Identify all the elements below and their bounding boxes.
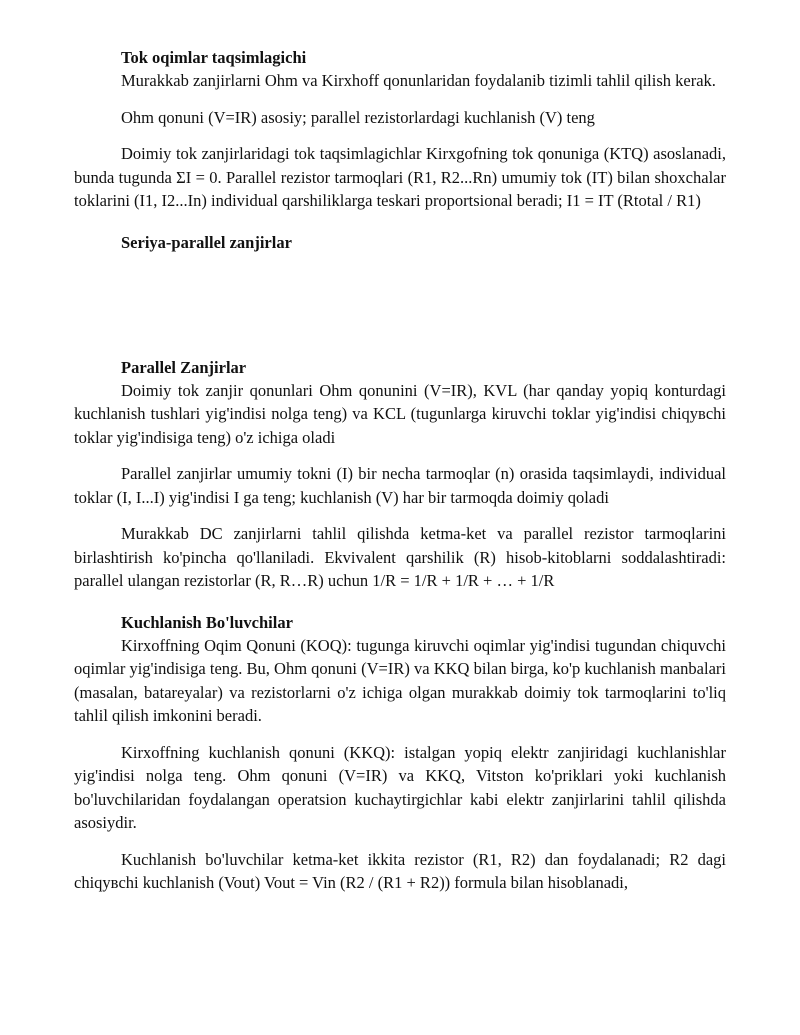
- paragraph: Doimiy tok zanjirlaridagi tok taqsimlagichlar Kirxgofning tok qonuniga (KTQ) asoslanadi, bunda tugunda ΣI = 0. Parallel rezistor tarmoqlari (R1, R2...Rn) umumiy tok (IT) bilan shoxchalar toklarini (I1, I2...In) individual qarshiliklarga teskari proportsional beradi; I1 = IT (Rtotal / R1): [74, 144, 726, 210]
- paragraph: Ohm qonuni (V=IR) asosiy; parallel rezistorlardagi kuchlanish (V) teng: [121, 107, 595, 127]
- paragraph: Kirxoffning kuchlanish qonuni (KKQ): istalgan yopiq elektr zanjiridagi kuchlanishlar yig'indisi nolga teng. Ohm qonuni (V=IR) va KKQ, Vitston ko'priklari yoki kuchlanish bo'luvchilaridan foydalangan operatsion kuchaytirgichlar kabi elektr zanjirlarini tahlil qilishda asosiydir.: [74, 742, 726, 832]
- paragraph: Kuchlanish bo'luvchilar ketma-ket ikkita rezistor (R1, R2) dan foydalanadi; R2 dagi chiqувchi kuchlanish (Vout) Vout = Vin (R2 / (R1 + R2)) formula bilan hisoblanadi,: [74, 849, 726, 892]
- section-heading: Seriya-parallel zanjirlar: [121, 232, 292, 252]
- paragraph: Kirxoffning Oqim Qonuni (KOQ): tugunga kiruvchi oqimlar yig'indisi tugundan chiquvchi oqimlar yig'indisiga teng. Bu, Ohm qonuni (V=IR) va KKQ bilan birga, ko'p kuchlanish manbalari (masalan, batareyalar) va rezistorlarni o'z ichiga olgan murakkab doimiy tok tarmoqlarini to'liq tahlil qilish imkonini beradi.: [74, 635, 726, 725]
- section-heading: Kuchlanish Bo'luvchilar: [121, 612, 293, 632]
- paragraph: Doimiy tok zanjir qonunlari Ohm qonunini (V=IR), KVL (har qanday yopiq konturdagi kuchlanish tushlari yig'indisi nolga teng) va KCL (tugunlarga kiruvchi toklar yig'indisi chiqувchi toklar yig'indisiga teng) o'z ichiga oladi: [74, 380, 726, 447]
- section-heading: Parallel Zanjirlar: [121, 357, 247, 377]
- paragraph: Parallel zanjirlar umumiy tokni (I) bir necha tarmoqlar (n) orasida taqsimlaydi, individual toklar (I, I...I) yig'indisi I ga teng; kuchlanish (V) har bir tarmoqda doimiy qoladi: [74, 464, 726, 507]
- paragraph: Murakkab zanjirlarni Ohm va Kirxhoff qonunlaridan foydalanib tizimli tahlil qilish kerak.: [121, 71, 716, 90]
- section-heading: Tok oqimlar taqsimlagichi: [121, 48, 307, 67]
- paragraph: Murakkab DC zanjirlarni tahlil qilishda ketma-ket va parallel rezistor tarmoqlarini birlashtirish ko'pincha qo'llaniladi. Ekvivalent qarshilik (R) hisob-kitoblarni soddalashtiradi: parallel ulangan rezistorlar (R, R…R) uchun 1/R = 1/R + 1/R + … + 1/R: [74, 524, 726, 590]
